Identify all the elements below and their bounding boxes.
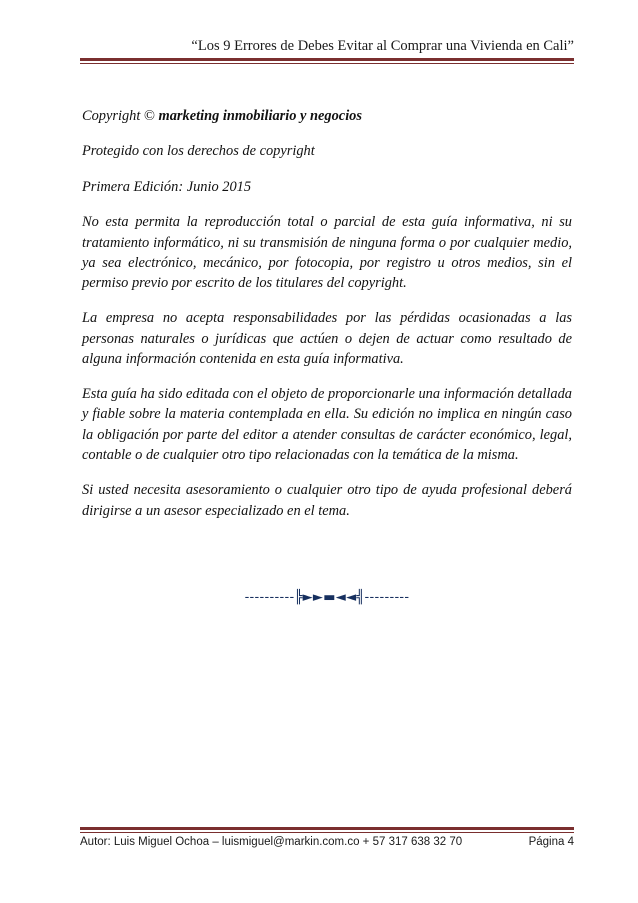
- footer-page-number: Página 4: [528, 836, 574, 848]
- copyright-owner: marketing inmobiliario y negocios: [154, 108, 362, 124]
- edited-paragraph: Esta guía ha sido editada con el objeto de proporcionarle una información detallada y fiable sobre la materia contemplada en ella. Su edición no implica en ningún caso la obligación por parte del editor a atender consultas de carácter económico, legal, contable o de cualquier otro tipo relacionadas con la temática de la misma.: [82, 386, 572, 464]
- ornament-divider: ----------╠►►▬◄◄╣---------: [244, 590, 410, 605]
- page-header-title: “Los 9 Errores de Debes Evitar al Comprar una Vivienda en Cali”: [191, 38, 574, 54]
- copyright-prefix: Copyright: [82, 108, 144, 124]
- footer-author: Autor: Luis Miguel Ochoa – luismiguel@markin.com.co + 57 317 638 32 70: [80, 836, 463, 848]
- responsibility-paragraph: La empresa no acepta responsabilidades por las pérdidas ocasionadas a las personas naturales o jurídicas que actúen o dejen de actuar como resultado de alguna información contenida en esta guía informativa.: [82, 310, 572, 368]
- advice-paragraph: Si usted necesita asesoramiento o cualquier otro tipo de ayuda profesional deberá dirigirse a un asesor especializado en el tema.: [82, 482, 572, 519]
- footer-divider: [80, 827, 574, 830]
- reproduction-paragraph: No esta permita la reproducción total o parcial de esta guía informativa, ni su tratamiento informático, ni su transmisión de ninguna forma o por cualquier medio, ya sea electrónico, mecánico, por fotocopia, por registro u otros medios, sin el permiso previo por escrito de los titulares del copyright.: [82, 214, 572, 292]
- copyright-line: [82, 106, 572, 126]
- header-divider: [80, 58, 574, 61]
- page-footer: [80, 836, 574, 848]
- copyright-symbol: ©: [143, 108, 155, 124]
- document-body: [82, 106, 572, 536]
- edition-line: Primera Edición: Junio 2015: [82, 178, 252, 195]
- protected-line: Protegido con los derechos de copyright: [82, 143, 315, 160]
